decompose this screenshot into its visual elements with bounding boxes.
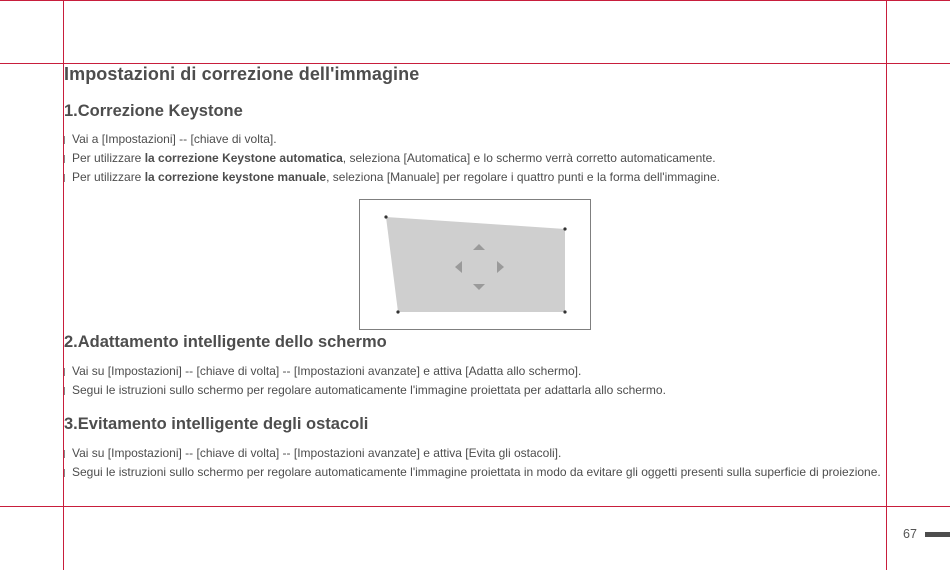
list-item: Per utilizzare la correzione Keystone automatica, seleziona [Automatica] e lo schermo verrà corretto automaticamente. xyxy=(64,149,884,168)
crop-guide-top xyxy=(0,0,950,1)
obstacle-avoidance-steps-list xyxy=(64,444,884,482)
screen-fit-steps-list xyxy=(64,362,884,400)
bold-term: la correzione keystone manuale xyxy=(144,170,327,184)
keystone-illustration xyxy=(359,199,591,330)
list-item: Per utilizzare la correzione keystone manuale, seleziona [Manuale] per regolare i quattro punti e la forma dell'immagine. xyxy=(64,168,884,187)
list-item: Vai su [Impostazioni] -- [chiave di volta] -- [Impostazioni avanzate] e attiva [Evita gli ostacoli]. xyxy=(64,444,884,463)
list-item: Segui le istruzioni sullo schermo per regolare automaticamente l'immagine proiettata per adattarla allo schermo. xyxy=(64,381,884,400)
corner-handle-bottom-right xyxy=(563,310,566,313)
crop-guide-right xyxy=(886,0,887,570)
list-item: Segui le istruzioni sullo schermo per regolare automaticamente l'immagine proiettata in modo da evitare gli oggetti presenti sulla superficie di proiezione. xyxy=(64,463,884,482)
page-number: 67 xyxy=(903,527,917,541)
corner-handle-top-left xyxy=(384,215,387,218)
crop-guide-footer xyxy=(0,506,950,507)
page-title: Impostazioni di correzione dell'immagine xyxy=(64,64,420,84)
section-heading-obstacle-avoidance: 3.Evitamento intelligente degli ostacoli xyxy=(64,415,369,433)
list-item: Vai su [Impostazioni] -- [chiave di volta] -- [Impostazioni avanzate] e attiva [Adatta allo schermo]. xyxy=(64,362,884,381)
list-item: Vai a [Impostazioni] -- [chiave di volta]. xyxy=(64,130,884,149)
corner-handle-bottom-left xyxy=(396,310,399,313)
projected-image-shape xyxy=(386,217,565,312)
corner-handle-top-right xyxy=(563,227,566,230)
keystone-steps-list xyxy=(64,130,884,187)
page-number-bar xyxy=(925,532,950,537)
section-heading-screen-fit: 2.Adattamento intelligente dello schermo xyxy=(64,333,387,351)
section-heading-keystone: 1.Correzione Keystone xyxy=(64,102,243,120)
bold-term: la correzione Keystone automatica xyxy=(144,151,343,165)
